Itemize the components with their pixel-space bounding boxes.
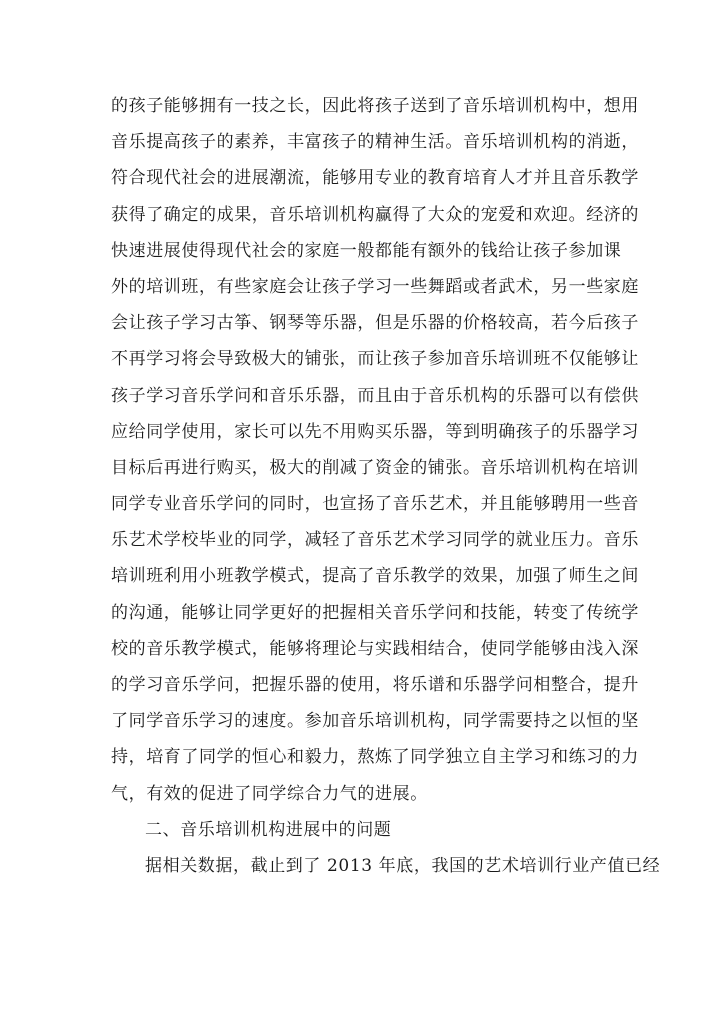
text-line: 获得了确定的成果，音乐培训机构赢得了大众的宠爱和欢迎。经济的	[111, 204, 639, 225]
section-heading: 二、音乐培训机构进展中的问题	[145, 819, 392, 840]
text-line: 的学习音乐学问，把握乐器的使用，将乐谱和乐器学问相整合，提升	[111, 675, 639, 695]
text-line: 会让孩子学习古筝、钢琴等乐器，但是乐器的价格较高，若今后孩子	[111, 313, 639, 334]
text-line: 乐艺术学校毕业的同学，减轻了音乐艺术学习同学的就业压力。音乐	[111, 530, 639, 551]
next-paragraph-line: 据相关数据，截止到了 2013 年底，我国的艺术培训行业产值已经	[145, 855, 661, 876]
text-line: 应给同学使用，家长可以先不用购买乐器，等到明确孩子的乐器学习	[111, 421, 639, 442]
text-line: 同学专业音乐学问的同时，也宣扬了音乐艺术，并且能够聘用一些音	[111, 494, 639, 515]
text-line: 的孩子能够拥有一技之长，因此将孩子送到了音乐培训机构中，想用	[111, 96, 639, 116]
text-line: 目标后再进行购买，极大的削减了资金的铺张。音乐培训机构在培训	[111, 457, 639, 478]
text-line: 的沟通，能够让同学更好的把握相关音乐学问和技能，转变了传统学	[111, 602, 639, 623]
text-line: 外的培训班，有些家庭会让孩子学习一些舞蹈或者武术，另一些家庭	[111, 276, 639, 297]
body-text	[111, 88, 661, 884]
paragraph-last-line: 气，有效的促进了同学综合力气的进展。	[111, 783, 428, 804]
text-line: 持，培育了同学的恒心和毅力，熬炼了同学独立自主学习和练习的力	[111, 747, 639, 768]
text-line: 了同学音乐学习的速度。参加音乐培训机构，同学需要持之以恒的坚	[111, 711, 639, 732]
text-line: 不再学习将会导致极大的铺张，而让孩子参加音乐培训班不仅能够让	[111, 349, 639, 370]
text-line: 符合现代社会的进展潮流，能够用专业的教育培育人才并且音乐教学	[111, 168, 639, 189]
text-line: 快速进展使得现代社会的家庭一般都能有额外的钱给让孩子参加课	[111, 240, 622, 261]
text-line: 音乐提高孩子的素养，丰富孩子的精神生活。音乐培训机构的消逝，	[111, 132, 639, 153]
text-line: 校的音乐教学模式，能够将理论与实践相结合，使同学能够由浅入深	[111, 638, 639, 659]
text-line: 培训班利用小班教学模式，提高了音乐教学的效果，加强了师生之间	[111, 566, 639, 587]
text-line: 孩子学习音乐学问和音乐乐器，而且由于音乐机构的乐器可以有偿供	[111, 385, 639, 406]
